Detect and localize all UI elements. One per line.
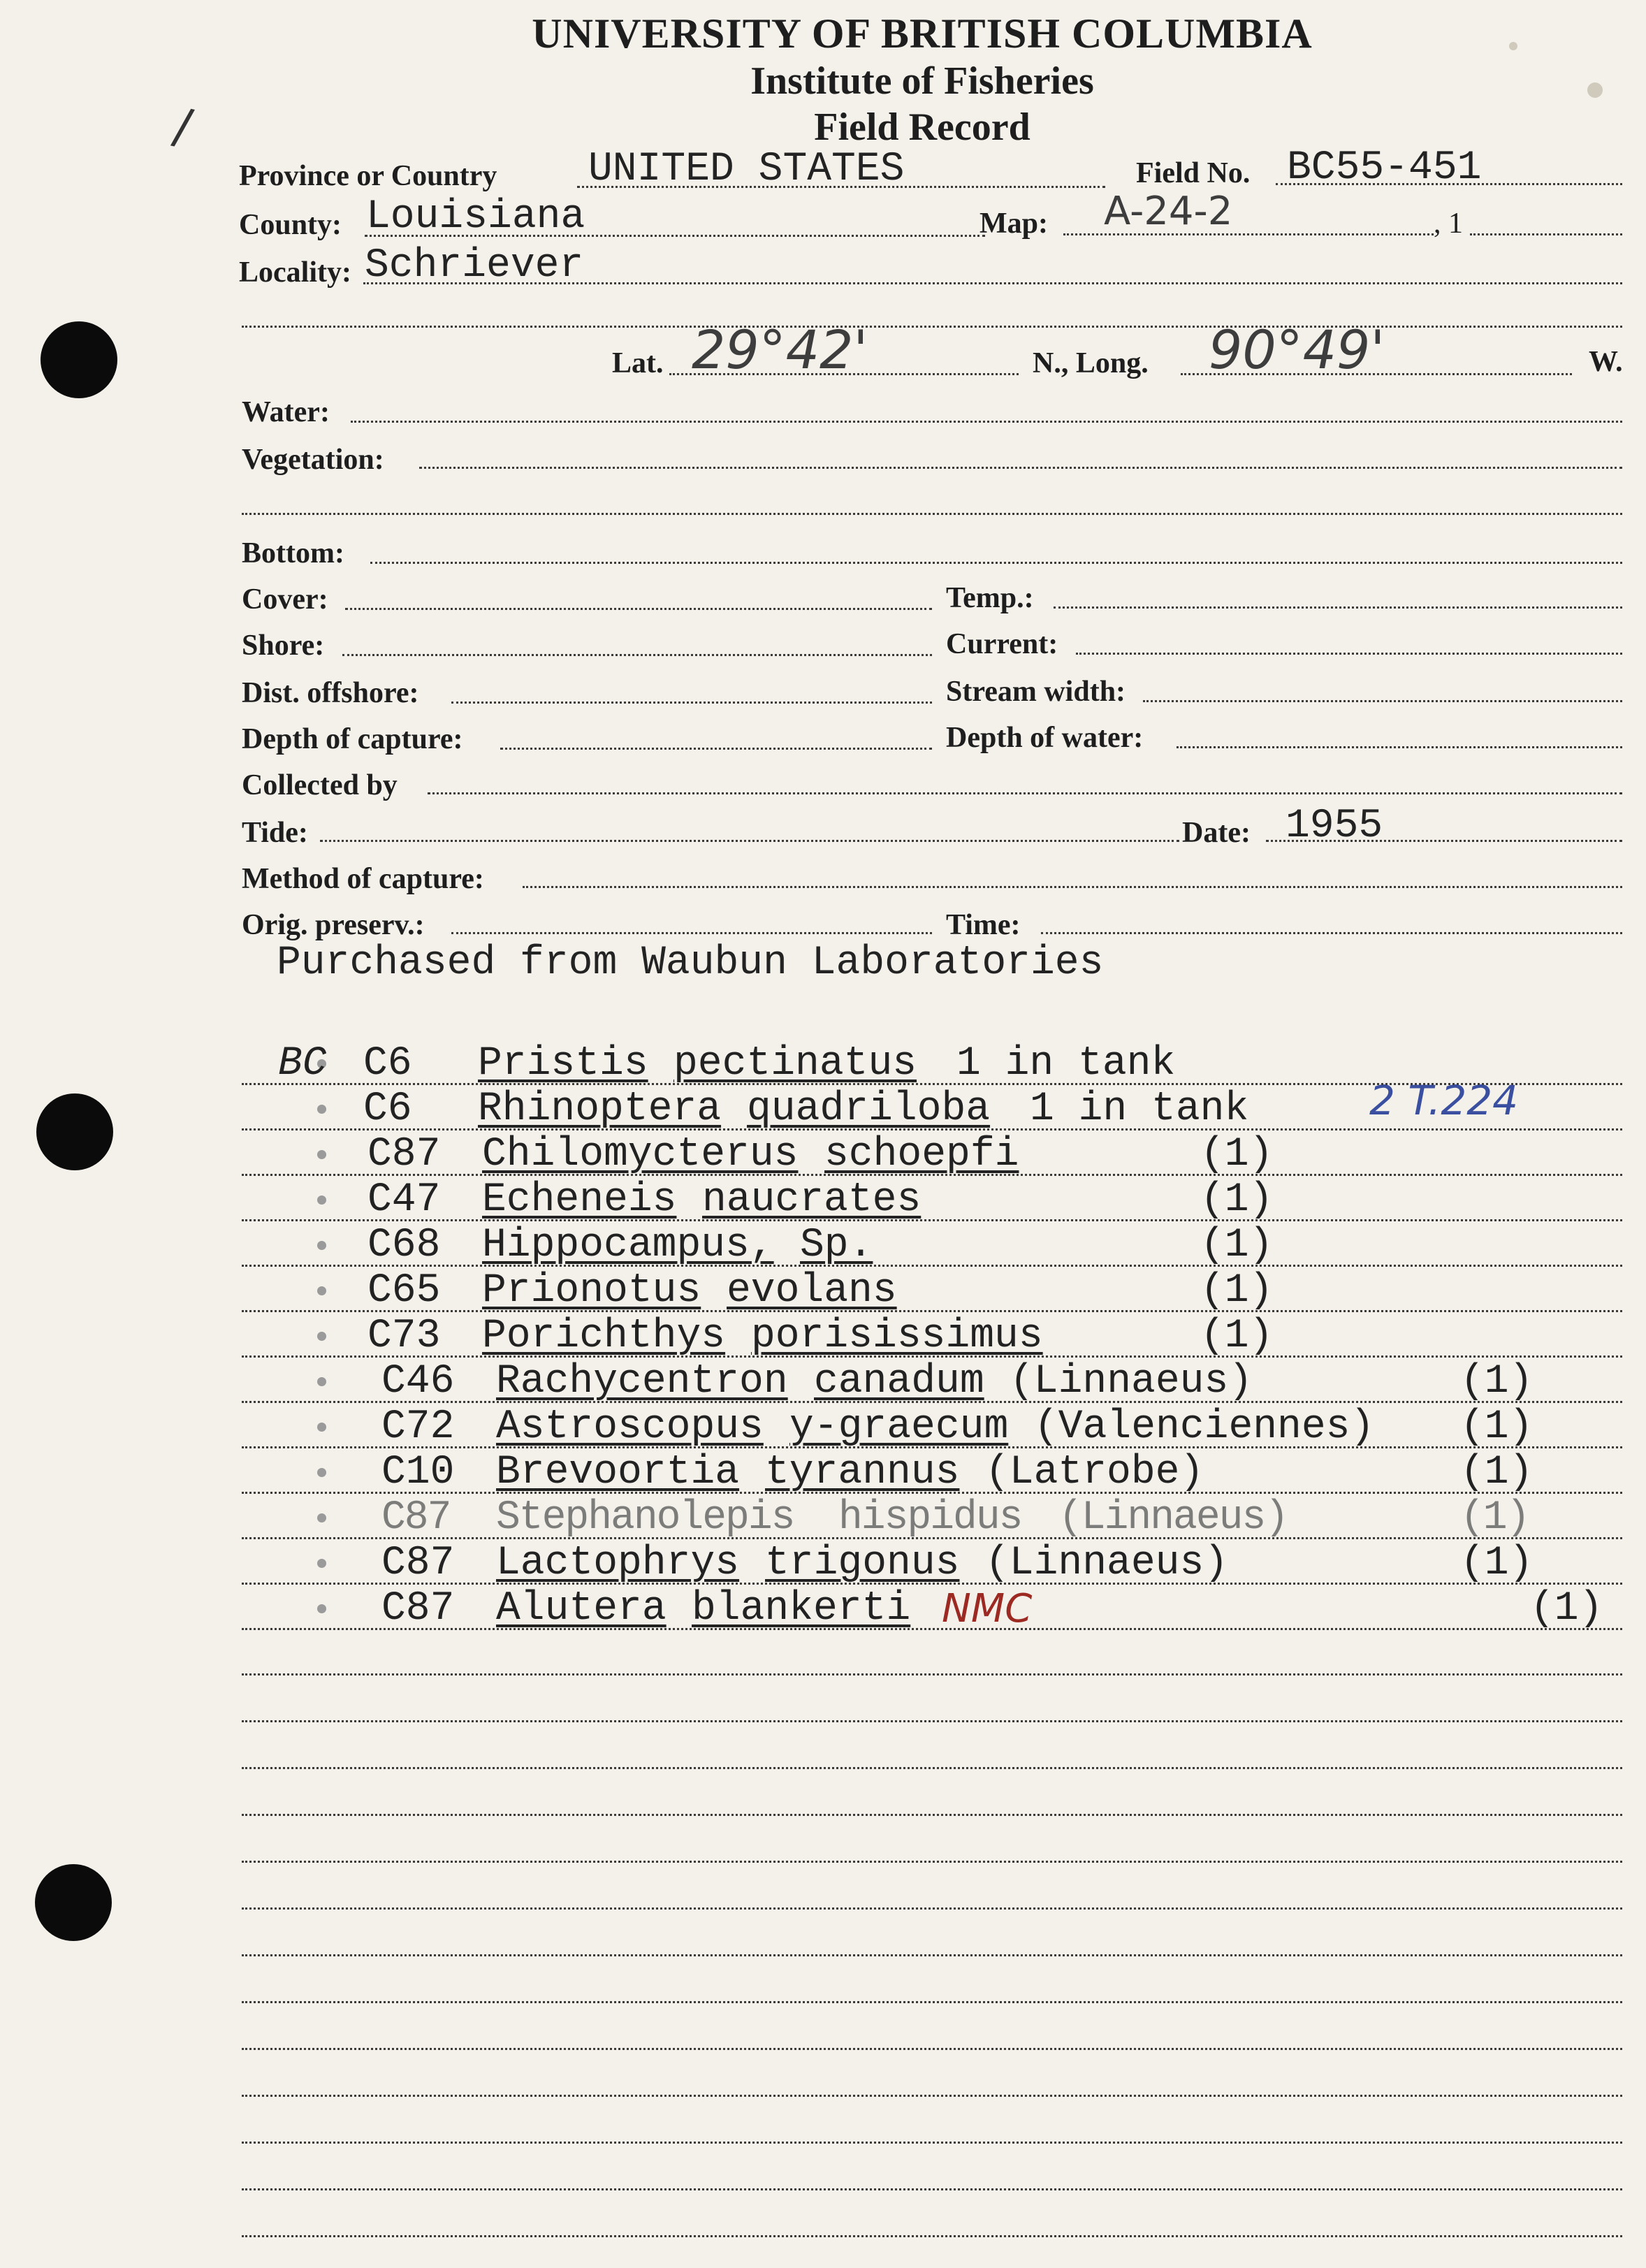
specimen-species: hispidus [838, 1495, 1022, 1541]
specimen-genus: Hippocampus, [482, 1223, 774, 1268]
specimen-genus: Stephanolepis [496, 1495, 794, 1541]
institute-title: Institute of Fisheries [750, 59, 1094, 103]
vegetation-label: Vegetation: [242, 444, 384, 476]
west-label: W. [1589, 346, 1623, 378]
specimen-code: C72 [381, 1404, 455, 1450]
specimen-species: quadriloba [747, 1086, 991, 1132]
bullet-dot [317, 1604, 326, 1613]
depth-water-label: Depth of water: [946, 722, 1144, 754]
field-no-value: BC55-451 [1287, 145, 1482, 191]
cover-label: Cover: [242, 583, 328, 616]
punch-hole-top [41, 321, 117, 398]
specimen-species: schoepfi [824, 1132, 1019, 1177]
ruled-line [242, 1720, 1622, 1722]
specimen-species: canadum [814, 1359, 984, 1404]
specimen-annotation: 2 T.224 [1369, 1077, 1519, 1124]
ruled-line [242, 1310, 1622, 1312]
depth-capture-line [500, 748, 932, 750]
lat-value: 29°42' [692, 319, 868, 381]
map-line-2 [1470, 233, 1622, 235]
lat-label: Lat. [612, 347, 664, 379]
locality-value: Schriever [365, 243, 584, 289]
specimen-genus: Rhinoptera [478, 1086, 722, 1132]
ruled-line [242, 1954, 1622, 1956]
specimen-count: (1) [1460, 1359, 1534, 1404]
ruled-line [242, 1174, 1622, 1176]
specimen-count: 1 in tank [1030, 1086, 1249, 1132]
ruled-line [242, 1583, 1622, 1585]
specimen-code: C46 [381, 1359, 455, 1404]
specimen-species: blankerti [692, 1586, 911, 1631]
ruled-line [242, 1767, 1622, 1769]
specimen-genus: Pristis [478, 1041, 648, 1086]
specimen-species: naucrates [702, 1177, 922, 1223]
specimen-genus: Rachycentron [496, 1359, 788, 1404]
ruled-line [242, 2095, 1622, 2097]
collected-by-line [428, 792, 1622, 794]
depth-capture-label: Depth of capture: [242, 723, 463, 755]
specimen-code: C47 [367, 1177, 441, 1223]
specimen-count: (1) [1460, 1541, 1534, 1586]
current-label: Current: [946, 628, 1058, 660]
ruled-line [242, 1814, 1622, 1816]
specimen-count: (1) [1200, 1268, 1274, 1314]
specimen-species: tyrannus [765, 1450, 960, 1495]
shore-line [342, 654, 932, 656]
punch-hole-bottom [35, 1864, 112, 1941]
specimen-species: pectinatus [673, 1041, 917, 1086]
water-line [351, 421, 1622, 423]
specimen-code: C87 [381, 1495, 451, 1541]
specimen-code: C87 [381, 1541, 455, 1586]
ruled-line [242, 1446, 1622, 1448]
shore-label: Shore: [242, 630, 325, 662]
specimen-code: C6 [363, 1086, 412, 1132]
ruled-line [242, 1861, 1622, 1863]
specimen-prefix: BC [278, 1041, 327, 1086]
bullet-dot [317, 1513, 326, 1522]
locality-label: Locality: [239, 256, 351, 289]
specimen-genus: Echeneis [482, 1177, 677, 1223]
specimen-code: C6 [363, 1041, 412, 1086]
specimen-annotation: NMC [942, 1586, 1033, 1631]
field-no-label: Field No. [1136, 157, 1251, 189]
bullet-dot [317, 1559, 326, 1568]
map-label: Map: [979, 208, 1048, 240]
specimen-genus: Alutera [496, 1586, 667, 1631]
specimen-count: (1) [1200, 1314, 1274, 1359]
orig-preserv-line [451, 932, 932, 934]
ruled-line [242, 2188, 1622, 2190]
specimen-author: (Latrobe) [985, 1450, 1204, 1495]
county-label: County: [239, 209, 342, 241]
collected-by-label: Collected by [242, 769, 398, 801]
long-value: 90°49' [1209, 319, 1385, 381]
time-line [1041, 932, 1622, 934]
vegetation-line-2 [242, 513, 1622, 515]
specimen-code: C65 [367, 1268, 441, 1314]
bullet-dot [317, 1332, 326, 1341]
check-mark: / [168, 96, 197, 157]
dist-offshore-line [451, 702, 932, 704]
current-line [1076, 653, 1622, 655]
ruled-line [242, 2235, 1622, 2237]
bullet-dot [317, 1105, 326, 1114]
date-label: Date: [1182, 817, 1251, 849]
form-title: Field Record [814, 106, 1030, 149]
specimen-count: (1) [1200, 1132, 1274, 1177]
specimen-species: y-graecum [789, 1404, 1009, 1450]
province-value: UNITED STATES [588, 147, 905, 192]
specimen-author: (Linnaeus) [1058, 1495, 1288, 1541]
punch-hole-middle [36, 1093, 113, 1170]
bottom-line [370, 562, 1622, 564]
ruled-line [242, 2048, 1622, 2050]
method-label: Method of capture: [242, 863, 484, 895]
water-label: Water: [242, 396, 330, 428]
specimen-count: 1 in tank [956, 1041, 1176, 1086]
temp-line [1054, 606, 1622, 609]
map-value: A-24-2 [1104, 189, 1233, 234]
specimen-author: (Linnaeus) [985, 1541, 1229, 1586]
ruled-line [242, 1083, 1622, 1085]
purchase-note: Purchased from Waubun Laboratories [277, 940, 1104, 986]
dist-offshore-label: Dist. offshore: [242, 677, 419, 709]
stream-width-line [1143, 700, 1622, 702]
ruled-line [242, 1907, 1622, 1910]
ruled-line [242, 1492, 1622, 1494]
province-label: Province or Country [239, 160, 497, 192]
orig-preserv-label: Orig. preserv.: [242, 909, 425, 941]
specimen-genus: Porichthys [482, 1314, 726, 1359]
vegetation-line [419, 467, 1622, 469]
ruled-line [242, 2142, 1622, 2144]
ruled-line [242, 1673, 1622, 1675]
specimen-author: (Valenciennes) [1034, 1404, 1375, 1450]
ruled-line [242, 1355, 1622, 1358]
specimen-genus: Astroscopus [496, 1404, 764, 1450]
specimen-count: (1) [1200, 1177, 1274, 1223]
stream-width-label: Stream width: [946, 676, 1126, 708]
specimen-species: evolans [727, 1268, 897, 1314]
date-value: 1955 [1286, 804, 1383, 849]
specimen-author: (Linnaeus) [1010, 1359, 1253, 1404]
specimen-code: C73 [367, 1314, 441, 1359]
ruled-line [242, 1265, 1622, 1267]
bottom-label: Bottom: [242, 537, 344, 569]
ruled-line [242, 1537, 1622, 1539]
specimen-species: porisissimus [751, 1314, 1043, 1359]
specimen-count: (1) [1200, 1223, 1274, 1268]
specimen-code: C87 [381, 1586, 455, 1631]
ruled-line [242, 1628, 1622, 1630]
map-suffix: , 1 [1434, 208, 1463, 240]
method-line [523, 886, 1622, 888]
specimen-code: C10 [381, 1450, 455, 1495]
university-title: UNIVERSITY OF BRITISH COLUMBIA [532, 10, 1313, 57]
specimen-genus: Lactophrys [496, 1541, 740, 1586]
bullet-dot [317, 1377, 326, 1386]
ruled-line [242, 1401, 1622, 1403]
specimen-count: (1) [1460, 1450, 1534, 1495]
county-value: Louisiana [366, 194, 585, 240]
tide-line [320, 840, 1179, 842]
locality-line-2 [242, 326, 1622, 328]
ruled-line [242, 1219, 1622, 1221]
tide-label: Tide: [242, 817, 308, 849]
depth-water-line [1177, 746, 1622, 748]
specimen-species: trigonus [765, 1541, 960, 1586]
specimen-count: (1) [1460, 1404, 1534, 1450]
specimen-species: Sp. [800, 1223, 873, 1268]
bullet-dot [317, 1150, 326, 1159]
cover-line [345, 608, 932, 610]
time-label: Time: [946, 909, 1021, 941]
specimen-code: C87 [367, 1132, 441, 1177]
specimen-code: C68 [367, 1223, 441, 1268]
bullet-dot [317, 1468, 326, 1477]
specimen-genus: Brevoortia [496, 1450, 740, 1495]
long-label: N., Long. [1033, 347, 1149, 379]
specimen-count: (1) [1460, 1495, 1529, 1541]
bullet-dot [317, 1241, 326, 1250]
bullet-dot [317, 1195, 326, 1205]
specimen-count: (1) [1530, 1586, 1603, 1631]
bullet-dot [317, 1286, 326, 1295]
ruled-line [242, 2001, 1622, 2003]
bullet-dot [317, 1423, 326, 1432]
specimen-genus: Chilomycterus [482, 1132, 799, 1177]
ruled-line [242, 1128, 1622, 1131]
specimen-genus: Prionotus [482, 1268, 701, 1314]
temp-label: Temp.: [946, 582, 1034, 614]
